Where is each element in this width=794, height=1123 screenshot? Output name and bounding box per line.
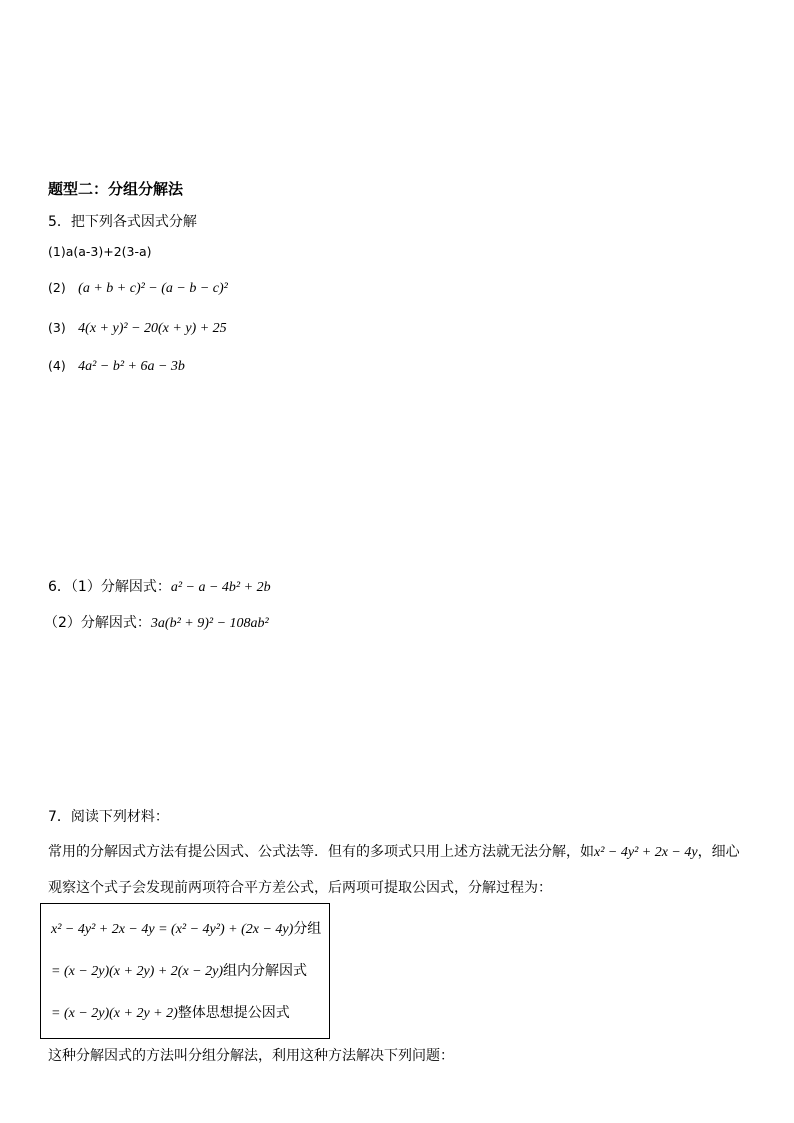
q6-part-1-prefix: 6．（1）分解因式： <box>48 579 171 595</box>
q5-item-2-label: (2) <box>48 280 66 295</box>
q5-item-1 <box>48 244 152 259</box>
q7-box-line-2-note: 组内分解因式 <box>223 963 307 979</box>
q5-item-3 <box>48 320 227 337</box>
q5-item-4 <box>48 358 185 375</box>
q7-box-line-3-note: 整体思想提公因式 <box>177 1005 290 1021</box>
q5-item-4-label: (4) <box>48 358 66 373</box>
q5-item-4-expr: 4a² − b² + 6a − 3b <box>78 359 185 374</box>
q5-item-3-expr: 4(x + y)² − 20(x + y) + 25 <box>78 321 227 336</box>
q6-part-2 <box>44 612 269 632</box>
q6-part-1-expr: a² − a − 4b² + 2b <box>170 580 271 595</box>
q7-box-line-2 <box>51 960 307 980</box>
q7-paragraph-1-expr: x² − 4y² + 2x − 4y <box>594 845 698 860</box>
q7-box-line-1-note: 分组 <box>293 921 322 937</box>
q5-item-1-expr: a(a-3)+2(3-a) <box>65 244 152 259</box>
q7-paragraph-1 <box>48 841 740 861</box>
q6-part-2-prefix: （2）分解因式： <box>44 615 151 631</box>
q7-box-line-3-expr: = (x − 2y)(x + 2y + 2) <box>51 1006 178 1021</box>
section-title: 题型二：分组分解法 <box>48 180 184 198</box>
q6-part-1 <box>48 576 271 596</box>
q5-item-2-expr: (a + b + c)² − (a − b − c)² <box>78 281 228 296</box>
q7-paragraph-2: 观察这个式子会发现前两项符合平方差公式，后两项可提取公因式，分解过程为： <box>48 880 552 896</box>
q5-item-3-label: (3) <box>48 320 66 335</box>
q7-conclusion: 这种分解因式的方法叫分组分解法，利用这种方法解决下列问题： <box>48 1048 454 1064</box>
q7-paragraph-1-tail: ，细心 <box>697 844 740 860</box>
q7-box-line-3 <box>51 1002 290 1022</box>
q7-paragraph-1-text: 常用的分解因式方法有提公因式、公式法等．但有的多项式只用上述方法就无法分解，如 <box>48 844 594 860</box>
q5-item-1-label: (1) <box>48 244 66 259</box>
q5-stem: 5．把下列各式因式分解 <box>48 214 197 230</box>
q6-part-2-expr: 3a(b² + 9)² − 108ab² <box>150 616 269 631</box>
q7-solution-box <box>40 903 330 1039</box>
q5-item-2 <box>48 280 228 297</box>
q7-stem: 7．阅读下列材料： <box>48 809 169 825</box>
q7-box-line-1 <box>51 918 321 938</box>
q7-box-line-2-expr: = (x − 2y)(x + 2y) + 2(x − 2y) <box>51 964 223 979</box>
q7-box-line-1-expr: x² − 4y² + 2x − 4y = (x² − 4y²) + (2x − 4y) <box>51 922 294 937</box>
